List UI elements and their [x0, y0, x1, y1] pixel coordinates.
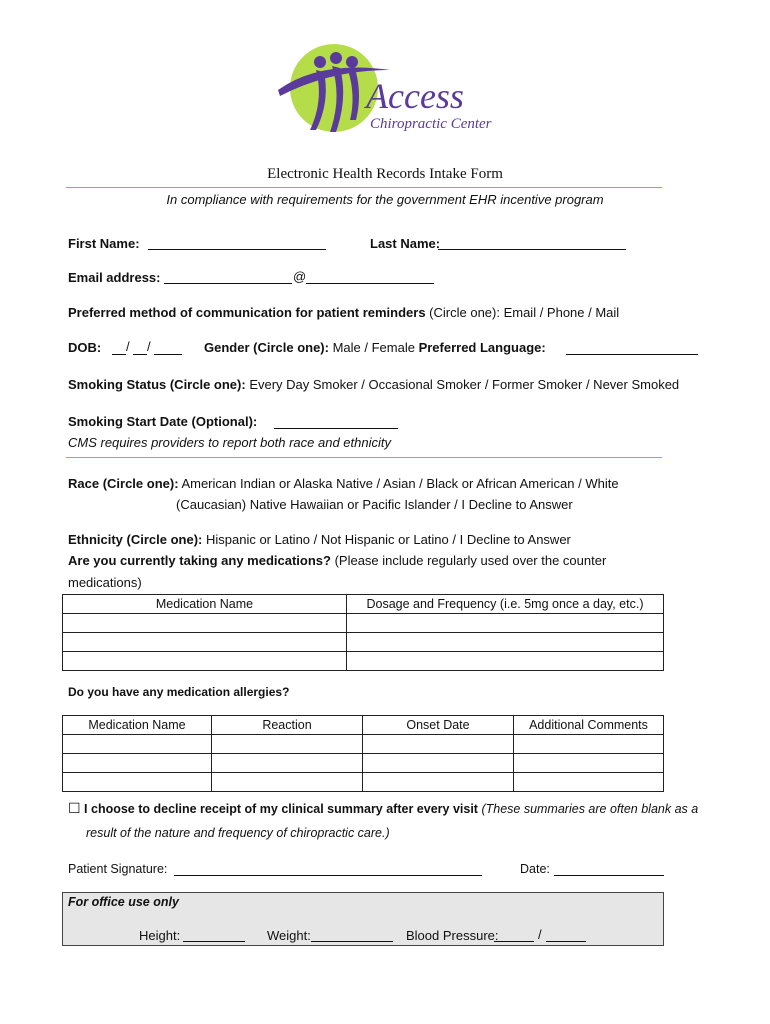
allergies-header-medication: Medication Name — [63, 716, 212, 735]
allergies-header-onset: Onset Date — [363, 716, 514, 735]
bp-systolic-field[interactable] — [494, 941, 534, 942]
medications-note: (Please include regularly used over the counter — [330, 553, 607, 568]
table-cell[interactable] — [347, 614, 664, 633]
smoking-status[interactable] — [68, 377, 679, 392]
table-cell[interactable] — [514, 735, 664, 754]
table-cell[interactable] — [363, 754, 514, 773]
first-name-label: First Name: — [68, 236, 140, 251]
table-cell[interactable] — [63, 773, 212, 792]
last-name-label: Last Name: — [370, 236, 441, 251]
race-options-2: (Caucasian) Native Hawaiian or Pacific Islander / I Decline to Answer — [176, 497, 573, 512]
table-cell[interactable] — [347, 652, 664, 671]
medications-question-label: Are you currently taking any medications? — [68, 553, 331, 568]
table-row — [63, 614, 664, 633]
medications-question — [68, 553, 606, 568]
table-row — [63, 773, 664, 792]
table-row — [63, 633, 664, 652]
allergies-question: Do you have any medication allergies? — [68, 685, 290, 699]
signature-field[interactable] — [174, 875, 482, 876]
ethnicity-label: Ethnicity (Circle one): — [68, 532, 203, 547]
email-domain-field[interactable] — [306, 283, 434, 284]
bp-diastolic-field[interactable] — [546, 941, 586, 942]
table-cell[interactable] — [514, 773, 664, 792]
table-cell[interactable] — [363, 735, 514, 754]
title-rule — [66, 187, 662, 188]
preferred-method-label: Preferred method of communication for patient reminders — [68, 305, 426, 320]
date-label: Date: — [520, 862, 550, 876]
ethnicity-options: Hispanic or Latino / Not Hispanic or Latino / I Decline to Answer — [202, 532, 571, 547]
email-label: Email address: — [68, 270, 161, 285]
table-cell[interactable] — [212, 735, 363, 754]
medications-header-name: Medication Name — [63, 595, 347, 614]
allergies-header-comments: Additional Comments — [514, 716, 664, 735]
bp-label: Blood Pressure: — [406, 928, 499, 943]
bp-sep: / — [538, 927, 542, 942]
table-cell[interactable] — [212, 754, 363, 773]
office-use-title: For office use only — [68, 895, 179, 909]
form-title: Electronic Health Records Intake Form — [267, 166, 503, 182]
decline-summary-checkbox[interactable]: ☐ — [68, 800, 81, 816]
table-cell[interactable] — [212, 773, 363, 792]
dob-sep-2: / — [147, 339, 151, 354]
table-row — [63, 735, 664, 754]
table-row — [63, 754, 664, 773]
weight-field[interactable] — [311, 941, 393, 942]
medications-header-dosage: Dosage and Frequency (i.e. 5mg once a day, etc.) — [347, 595, 664, 614]
cms-rule — [66, 457, 662, 458]
signature-label: Patient Signature: — [68, 862, 168, 876]
smoking-start-field[interactable] — [274, 428, 398, 429]
logo-graphic — [270, 40, 510, 140]
height-field[interactable] — [183, 941, 245, 942]
table-cell[interactable] — [363, 773, 514, 792]
gender[interactable] — [204, 340, 546, 355]
dob-sep-1: / — [126, 339, 130, 354]
preferred-method[interactable] — [68, 305, 619, 320]
dob-day-field[interactable] — [133, 354, 147, 355]
logo-subtitle: Chiropractic Center — [370, 116, 492, 132]
table-cell[interactable] — [63, 754, 212, 773]
cms-note: CMS requires providers to report both race and ethnicity — [68, 435, 391, 450]
language-field[interactable] — [566, 354, 698, 355]
table-cell[interactable] — [63, 735, 212, 754]
smoking-start-label: Smoking Start Date (Optional): — [68, 414, 258, 429]
language-label: Preferred Language: — [418, 340, 546, 355]
race[interactable] — [68, 476, 619, 491]
decline-summary — [68, 800, 698, 817]
table-cell[interactable] — [514, 754, 664, 773]
table-row — [63, 595, 664, 614]
date-field[interactable] — [554, 875, 664, 876]
height-label: Height: — [139, 928, 181, 943]
table-cell[interactable] — [347, 633, 664, 652]
first-name-field[interactable] — [148, 249, 326, 250]
form-subtitle: In compliance with requirements for the government EHR incentive program — [166, 192, 604, 207]
table-cell[interactable] — [63, 614, 347, 633]
decline-summary-note: (These summaries are often blank as a — [477, 802, 699, 816]
preferred-method-options: (Circle one): Email / Phone / Mail — [425, 305, 620, 320]
logo-brand: Access — [366, 76, 464, 116]
smoking-status-options: Every Day Smoker / Occasional Smoker / Former Smoker / Never Smoked — [245, 377, 680, 392]
allergies-header-reaction: Reaction — [212, 716, 363, 735]
decline-summary-label: I choose to decline receipt of my clinical summary after every visit — [84, 802, 478, 816]
gender-label: Gender (Circle one): — [204, 340, 329, 355]
medications-table — [62, 594, 664, 671]
dob-year-field[interactable] — [154, 354, 182, 355]
race-options-1: American Indian or Alaska Native / Asian / Black or African American / White — [178, 476, 619, 491]
smoking-status-label: Smoking Status (Circle one): — [68, 377, 246, 392]
table-row — [63, 716, 664, 735]
logo — [270, 40, 510, 140]
email-user-field[interactable] — [164, 283, 292, 284]
table-cell[interactable] — [63, 633, 347, 652]
ethnicity[interactable] — [68, 532, 571, 547]
allergies-table — [62, 715, 664, 792]
race-label: Race (Circle one): — [68, 476, 179, 491]
decline-summary-note-2: result of the nature and frequency of chiropractic care.) — [86, 826, 390, 840]
table-row — [63, 652, 664, 671]
last-name-field[interactable] — [438, 249, 626, 250]
table-cell[interactable] — [63, 652, 347, 671]
medications-note-2: medications) — [68, 575, 142, 590]
weight-label: Weight: — [267, 928, 311, 943]
gender-options: Male / Female — [328, 340, 419, 355]
dob-label: DOB: — [68, 340, 102, 355]
dob-month-field[interactable] — [112, 354, 126, 355]
email-at: @ — [293, 269, 307, 284]
